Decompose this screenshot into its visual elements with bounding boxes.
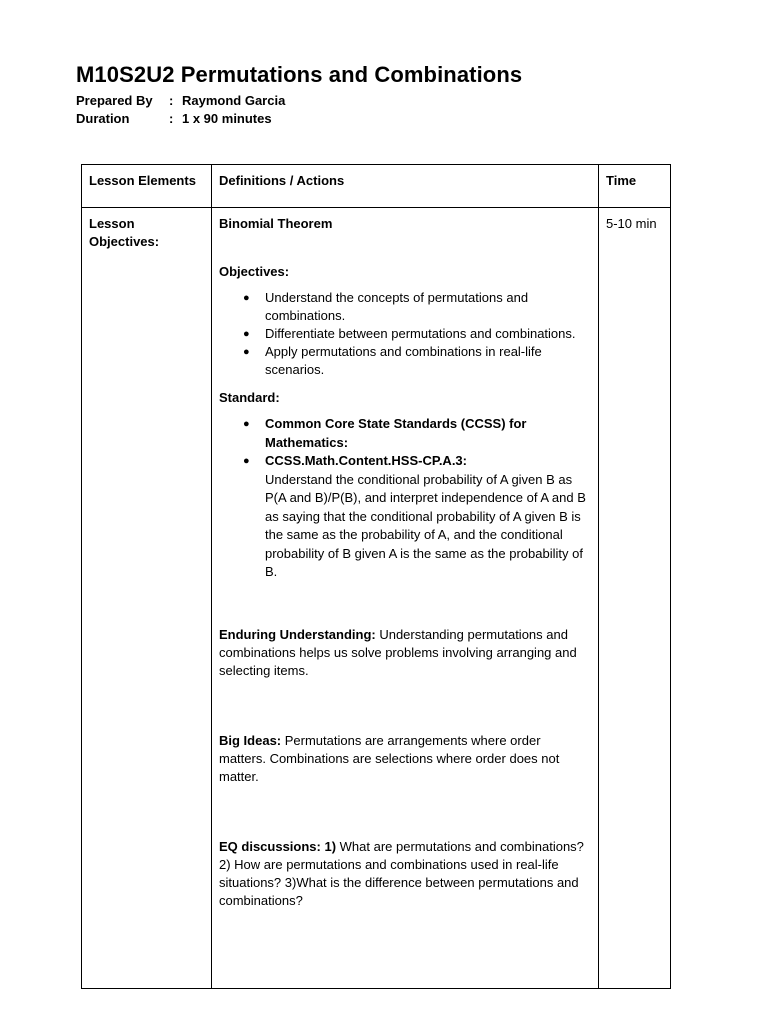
document-title: M10S2U2 Permutations and Combinations [76,62,523,87]
duration-label: Duration [76,111,130,126]
lesson-element-cell: Lesson Objectives: [82,208,212,989]
enduring-text: Understanding permutations and combinations helps us solve problems involving arranging and selecting items. [219,626,577,678]
time-cell: 5-10 min [599,208,671,989]
eq-label: EQ discussions: 1) [219,838,337,854]
header-time: Time [599,165,671,208]
prepared-by-value: Raymond Garcia [182,93,286,108]
standard-list [219,415,591,582]
standard-detail: Understand the conditional probability of A given B as P(A and B)/P(B), and interpret independence of A and B as saying that the conditional probability of A given B is the same as the probability of A, and the conditional probability of B given A is the same as the probability of B. [265,471,586,579]
table-header-row [82,165,671,208]
topic-title: Binomial Theorem [219,216,333,231]
standard-code: CCSS.Math.Content.HSS-CP.A.3: [265,453,467,468]
objectives-heading: Objectives: [219,264,290,279]
lesson-table [81,164,671,989]
big-ideas-label: Big Ideas: [219,732,282,748]
prepared-by-line [76,93,285,108]
big-ideas-text: Permutations are arrangements where order matters. Combinations are selections where order does not matter. [219,732,560,784]
eq-discussions [219,838,591,910]
duration-value: 1 x 90 minutes [182,111,272,126]
list-item: ● Understand the concepts of permutations and combinations. [265,289,591,325]
list-item [265,452,591,582]
objectives-list [219,289,591,379]
duration-line [76,111,272,126]
big-ideas [219,732,591,786]
enduring-label: Enduring Understanding: [219,626,376,642]
colon: : [169,93,174,108]
eq-text: What are permutations and combinations? 2) How are permutations and combinations used in real-life situations? 3)What is the difference between permutations and combinations? [219,838,584,908]
list-item: ● Common Core State Standards (CCSS) for Mathematics: [265,415,591,452]
header-lesson-elements: Lesson Elements [82,165,212,208]
standard-heading: Standard: [219,390,280,405]
enduring-understanding [219,626,591,680]
prepared-by-label: Prepared By [76,93,153,108]
colon: : [169,111,174,126]
list-item: ● Differentiate between permutations and combinations. [265,325,591,343]
header-definitions-actions: Definitions / Actions [212,165,599,208]
list-item: ● Apply permutations and combinations in real-life scenarios. [265,343,591,379]
table-row [82,208,671,989]
definitions-cell [212,208,599,989]
